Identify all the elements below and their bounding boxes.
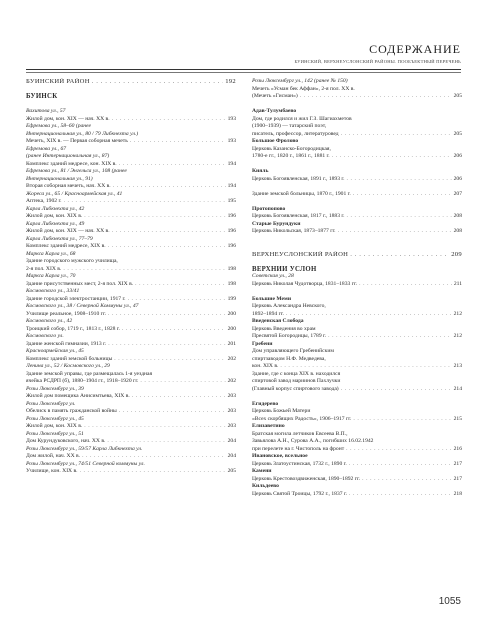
entry-text: Братская могила летчиков Евсеева В.П., <box>252 430 348 437</box>
spacer <box>252 236 462 244</box>
entry-text: Церковь Николая Чудотворца, 1831–1833 гг. <box>252 280 358 287</box>
village-heading <box>252 401 462 409</box>
entry-text: Космовского ул., 33/41 <box>26 288 80 294</box>
entry-text: Церковь Богоявленская, 1891 г., 1893 г. <box>252 175 345 182</box>
entry-line <box>26 161 236 169</box>
entry-text: Комплекс зданий медресе, XIX в. <box>26 243 106 249</box>
entry-line <box>252 146 462 154</box>
page-ref[interactable]: 196 <box>227 228 236 234</box>
page-ref[interactable]: 193 <box>227 138 236 144</box>
address-line <box>252 273 462 281</box>
spacer <box>252 288 462 296</box>
village-heading <box>252 138 462 146</box>
village-heading <box>252 296 462 304</box>
dot-leader <box>140 378 225 386</box>
entry-text: Интернациональная ул., 91) <box>26 175 93 182</box>
address-line <box>26 401 236 409</box>
page-ref[interactable]: 198 <box>227 265 236 272</box>
left-column <box>26 78 236 476</box>
entry-line <box>252 213 462 221</box>
entry-text: Ефремова ул., 67 <box>26 145 67 152</box>
entry-text: Гребени <box>252 340 273 347</box>
page-title: СОДЕРЖАНИЕ <box>369 42 461 56</box>
entry-text: Церковь Введения во храм <box>252 325 316 332</box>
entry-text: Большие Меми <box>252 295 292 302</box>
entry-line <box>252 371 462 379</box>
entry-text: Жореса ул., 65 / Красноармейская ул., 41 <box>26 190 123 197</box>
entry-line <box>252 416 462 424</box>
spacer <box>252 393 462 401</box>
address-line <box>26 461 236 469</box>
address-line <box>26 131 236 139</box>
entry-text: Ивановское, всельное <box>252 453 308 459</box>
entry-line <box>252 438 462 446</box>
entry-text: Здание земской больницы, 1870 г., 1901 г. <box>252 190 351 197</box>
dot-leader <box>108 311 226 319</box>
entry-text: БУИНСК <box>26 93 58 100</box>
entry-text: Церковь Александра Невского, <box>252 303 326 309</box>
entry-line <box>26 116 236 124</box>
entry-text: (Мечеть «Гисман») <box>252 93 298 99</box>
entry-text: 1892–1894 гг. <box>252 310 284 317</box>
page-ref[interactable]: 208 <box>453 228 462 234</box>
entry-line <box>26 408 236 416</box>
entry-text: Ленина ул., 52 / Космовского ул., 29 <box>26 363 110 369</box>
entry-line <box>26 296 236 304</box>
page-ref[interactable]: 208 <box>453 213 462 219</box>
page-ref[interactable]: 196 <box>227 243 236 249</box>
dot-leader <box>346 446 451 454</box>
entry-line <box>252 123 462 131</box>
dot-leader <box>286 311 452 319</box>
entry-text: Кильдеево <box>252 483 279 489</box>
entry-line <box>252 446 462 454</box>
dot-leader <box>359 281 452 289</box>
entry-text: Камени <box>252 468 272 474</box>
entry-line <box>252 386 462 394</box>
spacer <box>26 86 236 94</box>
running-header <box>294 42 461 64</box>
dot-leader <box>350 251 449 259</box>
entry-text: Жилой дом, кон. XIX — нач. XX в. <box>26 115 110 122</box>
entry-text: Здание, где с конца XIX в. находился <box>252 370 341 377</box>
entry-text: Жилой дом, кон. XIX в. <box>26 423 83 429</box>
village-heading <box>252 206 462 214</box>
page-ref[interactable]: 198 <box>227 280 236 287</box>
address-line <box>26 318 236 326</box>
page-ref[interactable]: 194 <box>227 183 236 189</box>
page-ref[interactable]: 212 <box>453 310 462 317</box>
entry-line <box>26 393 236 401</box>
right-column <box>252 78 462 498</box>
page-ref[interactable]: 205 <box>453 130 462 137</box>
entry-line <box>252 348 462 356</box>
entry-line <box>26 243 236 251</box>
header-rule-thin <box>26 72 461 73</box>
page-ref[interactable]: 192 <box>225 78 236 85</box>
page-ref[interactable]: 203 <box>227 423 236 429</box>
entry-text: Церковь Богоявленская, 1817 г., 1883 г. <box>252 213 345 219</box>
entry-text: Жилой дом помещика Анисимтьева, XIX в. <box>26 393 130 399</box>
page-ref[interactable]: 195 <box>227 198 236 204</box>
entry-text: Адав-Тулумбаево <box>252 108 297 114</box>
address-line <box>26 431 236 439</box>
entry-line <box>252 326 462 334</box>
entry-text: (Главный корпус спиртового завода) <box>252 385 339 392</box>
dot-leader <box>341 131 452 139</box>
page-ref[interactable]: 211 <box>453 280 462 287</box>
entry-line <box>252 116 462 124</box>
dot-leader <box>84 423 225 431</box>
entry-line <box>26 198 236 206</box>
dot-leader <box>119 161 226 169</box>
entry-line <box>252 176 462 184</box>
dot-leader <box>300 93 452 101</box>
entry-line <box>252 153 462 161</box>
page-ref[interactable]: 204 <box>227 453 236 459</box>
dot-leader <box>63 266 225 274</box>
entry-text: Карла Либкнехта ул., 49 <box>26 220 85 227</box>
page-ref[interactable]: 202 <box>227 378 236 384</box>
entry-text: Дом управляющего Гребенийским <box>252 348 334 354</box>
entry-text: Дом жилой, нач. XX в. <box>26 453 81 459</box>
entry-text: Елизаветино <box>252 423 285 429</box>
entry-text: Комплекс зданий медресе, кон. XIX в. <box>26 160 117 167</box>
entry-line <box>252 431 462 439</box>
dot-leader <box>135 281 226 289</box>
entry-text: Здание городского мужского училища, <box>26 258 118 264</box>
dot-leader <box>362 476 452 484</box>
entry-line <box>252 131 462 139</box>
page-ref[interactable]: 212 <box>453 333 462 339</box>
address-line <box>26 416 236 424</box>
address-line <box>26 146 236 154</box>
dot-leader <box>82 453 226 461</box>
entry-line <box>252 333 462 341</box>
entry-line <box>26 258 236 266</box>
page-ref[interactable]: 205 <box>227 468 236 474</box>
dot-leader <box>113 183 226 191</box>
entry-text: Церковь Крестовоздвиженская, 1890–1892 гг. <box>252 475 361 482</box>
dot-leader <box>107 438 225 446</box>
page-ref[interactable]: 207 <box>453 190 462 197</box>
page-ref[interactable]: 218 <box>453 490 462 497</box>
dot-leader <box>353 416 451 424</box>
entry-line <box>252 93 462 101</box>
village-heading <box>252 318 462 326</box>
address-line <box>26 446 236 454</box>
page-ref[interactable]: 194 <box>227 160 236 167</box>
dot-leader <box>130 138 226 146</box>
address-line <box>26 288 236 296</box>
entry-text: Училище, кон. XIX в. <box>26 468 78 474</box>
entry-text: «Всех скорбящих Радость», 1906–1917 гг. <box>252 415 352 422</box>
entry-text: Церковь Никольская, 1873–1877 гг. <box>252 228 336 234</box>
dot-leader <box>64 198 226 206</box>
entry-text: Церковь Казанско-Богородицкая, <box>252 145 331 152</box>
entry-text: Училище реальное, 1908–1910 гг. <box>26 310 107 317</box>
entry-line <box>26 356 236 364</box>
entry-text: Здание присутственных мест, 2-я пол. XIX в. <box>26 280 134 287</box>
dot-leader <box>112 116 226 124</box>
entry-text: Обелиск в память гражданской войны <box>26 408 117 414</box>
page-ref[interactable]: 217 <box>453 475 462 482</box>
entry-text: Карла Либкнехта ул., 77–79 <box>26 235 93 242</box>
page-ref[interactable]: 214 <box>453 385 462 392</box>
page-ref[interactable]: 216 <box>453 445 462 452</box>
entry-text: Церковь Божьей Матери <box>252 408 311 414</box>
page-ref[interactable]: 193 <box>227 115 236 122</box>
entry-text: ячейка РСДРП (б), 1880–1904 гг., 1918–1920 гг. <box>26 378 139 384</box>
header-rule-thick <box>26 69 461 70</box>
village-heading <box>252 453 462 461</box>
address-line <box>26 108 236 116</box>
entry-text: Космовского ул., 38 / Северной Коммуны ул., 47 <box>26 303 139 309</box>
district-heading <box>26 78 236 86</box>
entry-line <box>26 326 236 334</box>
entry-text: Розы Люксембург ул., 45 <box>26 415 84 422</box>
entry-text: Введенская Слобода <box>252 318 304 324</box>
dot-leader <box>114 356 225 364</box>
address-line <box>26 221 236 229</box>
address-line <box>26 348 236 356</box>
address-line <box>252 78 462 86</box>
entry-text: Комплекс зданий земской больницы <box>26 355 113 362</box>
dot-leader <box>346 213 451 221</box>
entry-text: Интернациональная ул., 80 / 79 Либкнехта ул.) <box>26 130 139 137</box>
entry-text: Здание земской управы, где размещалась 1-я уездная <box>26 370 153 377</box>
village-heading <box>252 221 462 229</box>
address-line <box>26 273 236 281</box>
page-ref[interactable]: 217 <box>453 460 462 467</box>
entry-text: Советская ул., 28 <box>252 273 294 279</box>
entry-text: при перелете на г. Чистополь на фронт <box>252 445 345 452</box>
dot-leader <box>280 363 451 371</box>
dot-leader <box>338 228 452 236</box>
entry-text: Здание женской гимназии, 1913 г. <box>26 340 107 347</box>
dot-leader <box>128 296 226 304</box>
entry-text: Ефремова ул., 58–60 (ранее <box>26 123 92 129</box>
page-ref[interactable]: 199 <box>227 295 236 302</box>
dot-leader <box>108 341 225 349</box>
entry-line <box>252 228 462 236</box>
page-ref[interactable]: 213 <box>453 363 462 369</box>
dot-leader <box>112 228 226 236</box>
entry-text: Розы Люксембург ул., 51 <box>26 430 84 437</box>
address-line <box>26 333 236 341</box>
dot-leader <box>132 393 226 401</box>
entry-line <box>252 281 462 289</box>
entry-text: Маркса Карла ул., 68 <box>26 250 76 257</box>
page-ref[interactable]: 204 <box>227 438 236 444</box>
dot-leader <box>328 333 452 341</box>
entry-line <box>26 378 236 386</box>
spacer <box>26 101 236 109</box>
address-line <box>26 251 236 259</box>
address-line <box>26 123 236 131</box>
page-ref[interactable]: 203 <box>227 393 236 399</box>
page-ref[interactable]: 200 <box>227 310 236 317</box>
dot-leader <box>122 326 226 334</box>
entry-line <box>26 371 236 379</box>
entry-text: спиртзаводом Н.Ф. Медведева, <box>252 355 326 362</box>
entry-text: Мечеть, XIX в. — Первая соборная мечеть <box>26 138 128 144</box>
spacer <box>252 183 462 191</box>
entry-text: спиртовой завод мариинов Пахлучки <box>252 378 341 384</box>
address-line <box>26 236 236 244</box>
entry-line <box>26 183 236 191</box>
entry-text: Карла Либкнехта ул., 42 <box>26 205 85 212</box>
address-line <box>26 303 236 311</box>
entry-line <box>252 476 462 484</box>
spacer <box>252 243 462 251</box>
page-ref[interactable]: 206 <box>453 175 462 182</box>
entry-text: Здание городской электростанции, 1917 г. <box>26 295 126 302</box>
page-subtitle: БУИНСКИЙ, ВЕРХНЕУСЛОНСКИЙ РАЙОНЫ. ПООБЪЕКТНЫЙ ПЕРЕЧЕНЬ <box>294 59 461 64</box>
page-ref[interactable]: 215 <box>453 415 462 422</box>
entry-text: Дом Курундуковского, нач. XX в. <box>26 438 106 444</box>
entry-line <box>26 423 236 431</box>
dot-leader <box>349 461 452 469</box>
dot-leader <box>332 153 452 161</box>
entry-text: Завьялова А.Н., Сурова А.А., погибших 16.02.1942 <box>252 438 374 444</box>
entry-text: Космовского ул., 42 <box>26 318 73 324</box>
dot-leader <box>84 213 225 221</box>
entry-line <box>26 138 236 146</box>
page-number: 1055 <box>438 596 461 607</box>
entry-text: писатель, профессор, литературовед <box>252 130 339 137</box>
entry-line <box>252 491 462 499</box>
entry-text: Церковь Златоустинская, 1732 г., 1890 г. <box>252 460 347 467</box>
spacer <box>252 198 462 206</box>
entry-text: Троицкий собор, 1719 г., 1813 г., 1828 г. <box>26 325 120 332</box>
entry-line <box>26 228 236 236</box>
entry-line <box>26 266 236 274</box>
village-heading <box>252 341 462 349</box>
page-ref[interactable]: 209 <box>451 250 462 258</box>
entry-text: Кияль <box>252 168 269 174</box>
address-line <box>26 206 236 214</box>
entry-text: Мечеть «Усман бек Аффан», 2-я пол. XX в. <box>252 85 355 92</box>
page-ref[interactable]: 200 <box>227 325 236 332</box>
entry-text: Космовского ул. <box>26 333 64 339</box>
village-heading <box>252 468 462 476</box>
dot-leader <box>341 386 452 394</box>
entry-text: Дом, где родился и жил Г.З. Шагиахметов <box>252 115 352 122</box>
entry-line <box>26 438 236 446</box>
entry-text: Красноармейская ул., 45 <box>26 348 84 354</box>
town-heading <box>26 93 236 101</box>
entry-text: Вахитова ул., 57 <box>26 108 66 114</box>
entry-text: БУИНСКИЙ РАЙОН <box>26 78 90 85</box>
entry-text: Аптека, 1902 г. <box>26 198 62 204</box>
entry-line <box>252 86 462 94</box>
entry-text: (1900–1939) — татарский поэт, <box>252 123 327 129</box>
entry-line <box>26 213 236 221</box>
entry-text: Протопопово <box>252 205 286 212</box>
address-line <box>26 176 236 184</box>
entry-text: Розы Люксембург ул., 74/51 Северной коммуны ул. <box>26 460 145 467</box>
page-ref[interactable]: 205 <box>453 93 462 99</box>
entry-line <box>252 378 462 386</box>
page-ref[interactable]: 196 <box>227 213 236 219</box>
spacer <box>252 258 462 266</box>
address-line <box>26 153 236 161</box>
entry-text: Розы Люксембург ул., 39 <box>26 385 84 392</box>
entry-line <box>252 311 462 319</box>
district-heading <box>252 251 462 259</box>
entry-text: Жилой дом, кон. XIX — нач. XX в. <box>26 228 110 234</box>
entry-text: Розы Люксембург ул., 59/57 Карла Либкнехта ул. <box>26 445 143 452</box>
entry-line <box>252 356 462 364</box>
entry-line <box>252 191 462 199</box>
entry-text: Большое Фролово <box>252 138 299 144</box>
entry-line <box>26 311 236 319</box>
spacer <box>252 101 462 109</box>
page-ref[interactable]: 202 <box>227 355 236 362</box>
dot-leader <box>349 491 452 499</box>
entry-text: (ранее Интернациональная ул., 87) <box>26 153 110 159</box>
address-line <box>26 168 236 176</box>
entry-line <box>252 303 462 311</box>
entry-line <box>252 461 462 469</box>
entry-text: Ефремова ул., 81 / Энгельса ул., 108 (ранее <box>26 168 127 174</box>
address-line <box>26 386 236 394</box>
village-heading <box>252 483 462 491</box>
page-ref[interactable]: 206 <box>453 153 462 159</box>
entry-text: Розы Люксембург ул., 142 (ранее № 150) <box>252 78 348 84</box>
page-ref[interactable]: 203 <box>227 408 236 414</box>
dot-leader <box>92 78 223 86</box>
address-line <box>26 191 236 199</box>
dot-leader <box>80 468 226 476</box>
town-heading <box>252 266 462 274</box>
dot-leader <box>119 408 226 416</box>
village-heading <box>252 108 462 116</box>
entry-line <box>252 408 462 416</box>
dot-leader <box>353 191 452 199</box>
spacer <box>252 161 462 169</box>
entry-text: кон. XIX в. <box>252 363 279 369</box>
entry-line <box>252 363 462 371</box>
page-ref[interactable]: 201 <box>227 340 236 347</box>
entry-text: Вторая соборная мечеть, нач. XX в. <box>26 183 111 189</box>
entry-line <box>26 453 236 461</box>
entry-text: Егидерево <box>252 400 279 407</box>
entry-text: ВЕРХНЕУСЛОНСКИЙ РАЙОН <box>252 250 349 258</box>
village-heading <box>252 168 462 176</box>
entry-text: Пресвятой Богородицы, 1789 г. <box>252 333 327 339</box>
village-heading <box>252 423 462 431</box>
dot-leader <box>108 243 226 251</box>
entry-line <box>26 341 236 349</box>
dot-leader <box>346 176 451 184</box>
entry-text: Старые Бурундуки <box>252 220 301 227</box>
entry-line <box>26 468 236 476</box>
entry-text: Жилой дом, кон. XIX в. <box>26 213 83 219</box>
entry-line <box>26 281 236 289</box>
entry-text: ВЕРХНИЙ УСЛОН <box>252 265 317 273</box>
entry-text: Розы Люксембург ул. <box>26 400 76 407</box>
entry-text: 1780-е гг., 1820 г., 1861 г., 1881 г. <box>252 153 330 159</box>
entry-text: Маркса Карла ул., 70 <box>26 273 76 279</box>
address-line <box>26 363 236 371</box>
entry-text: Церковь Святой Троицы, 1792 г., 1837 г. <box>252 490 348 497</box>
entry-text: 2-я пол. XIX в. <box>26 265 62 272</box>
